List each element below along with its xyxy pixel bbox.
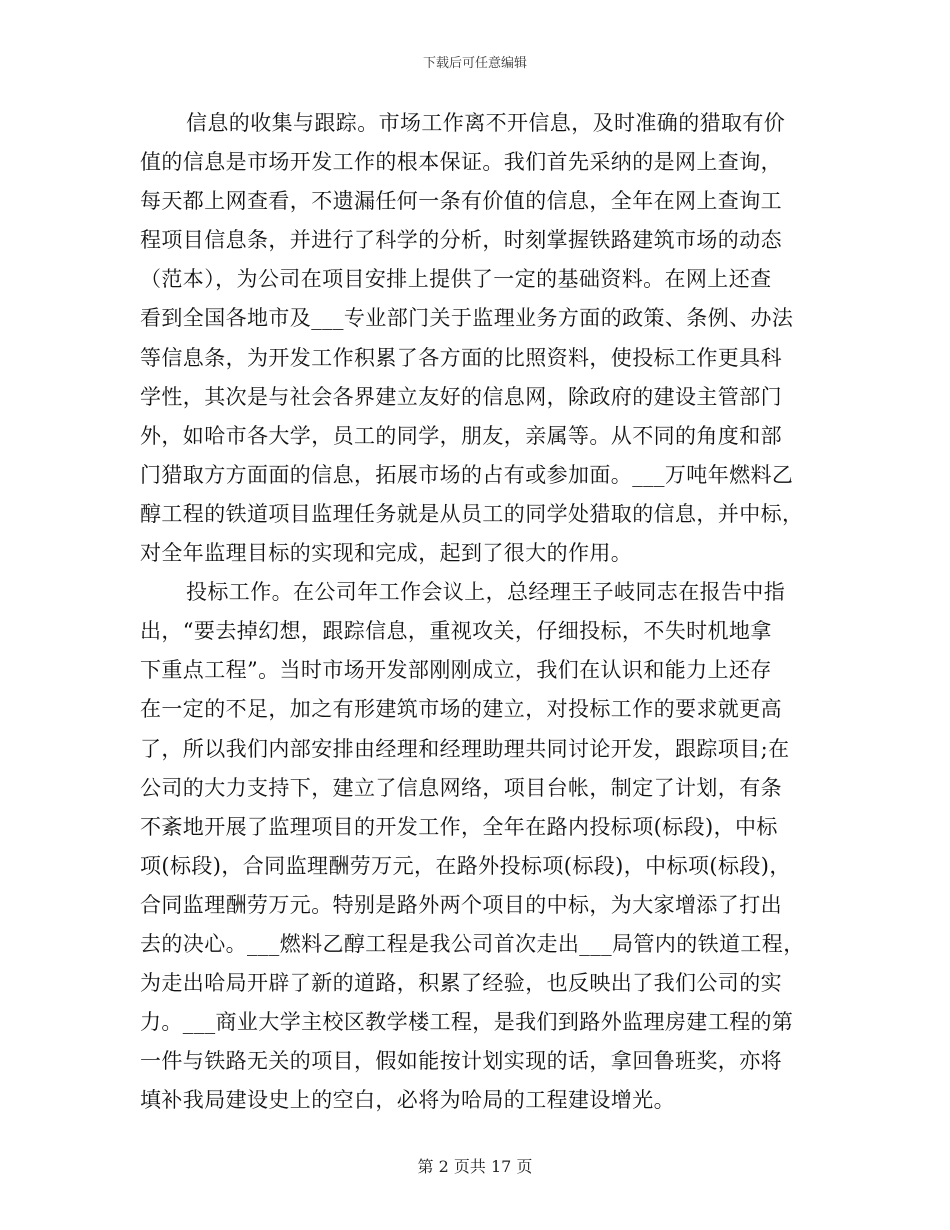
- text-line: 填补我局建设史上的空白，必将为哈局的工程建设增光。: [140, 1088, 675, 1113]
- paragraph-bidding-work: [140, 573, 810, 1120]
- text-line: 下重点工程”。当时市场开发部刚刚成立，我们在认识和能力上还存: [140, 658, 772, 683]
- text-line: 为走出哈局开辟了新的道路，积累了经验，也反映出了我们公司的实: [140, 971, 782, 996]
- text-line: 不紊地开展了监理项目的开发工作，全年在路内投标项(标段)，中标: [140, 814, 778, 839]
- text-line: 学性，其次是与社会各界建立友好的信息网，除政府的建设主管部门: [140, 384, 782, 409]
- text-line: 对全年监理目标的实现和完成，起到了很大的作用。: [140, 541, 633, 566]
- text-line: 合同监理酬劳万元。特别是路外两个项目的中标，为大家增添了打出: [140, 892, 782, 917]
- text-line: 投标工作。在公司年工作会议上，总经理王子岐同志在报告中指: [186, 580, 786, 605]
- text-line: 一件与铁路无关的项目，假如能按计划实现的话，拿回鲁班奖，亦将: [140, 1049, 782, 1074]
- text-line: 去的决心。___燃料乙醇工程是我公司首次走出___局管内的铁道工程，: [140, 931, 805, 956]
- paragraph-info-collection: [140, 104, 810, 573]
- text-line: 了，所以我们内部安排由经理和经理助理共同讨论开发，跟踪项目;在: [140, 736, 790, 761]
- text-line: 每天都上网查看，不遗漏任何一条有价值的信息，全年在网上查询工: [140, 189, 782, 214]
- text-line: 在一定的不足，加之有形建筑市场的建立，对投标工作的要求就更高: [140, 697, 782, 722]
- page-number: 第 2 页共 17 页: [417, 1157, 533, 1176]
- text-line: 等信息条，为开发工作积累了各方面的比照资料，使投标工作更具科: [140, 345, 782, 370]
- text-line: 值的信息是市场开发工作的根本保证。我们首先采纳的是网上查询，: [140, 150, 782, 175]
- text-line: （范本），为公司在项目安排上提供了一定的基础资料。在网上还查: [140, 267, 772, 292]
- page-header-note: 下载后可任意编辑: [422, 56, 527, 71]
- text-line: 项(标段)，合同监理酬劳万元，在路外投标项(标段)，中标项(标段)，: [140, 853, 791, 878]
- text-line: 外，如哈市各大学，员工的同学，朋友，亲属等。从不同的角度和部: [140, 423, 782, 448]
- text-line: 公司的大力支持下，建立了信息网络，项目台帐，制定了计划，有条: [140, 775, 782, 800]
- document-body: [140, 104, 810, 1120]
- text-line: 看到全国各地市及___专业部门关于监理业务方面的政策、条例、办法: [140, 306, 794, 331]
- text-line: 信息的收集与跟踪。市场工作离不开信息，及时准确的猎取有价: [186, 111, 786, 135]
- text-line: 程项目信息条，并进行了科学的分析，时刻掌握铁路建筑市场的动态: [140, 228, 782, 253]
- text-line: 出，“要去掉幻想，跟踪信息，重视攻关，仔细投标，不失时机地拿: [140, 619, 772, 644]
- text-line: 门猎取方方面面的信息，拓展市场的占有或参加面。___万吨年燃料乙: [140, 462, 794, 487]
- text-line: 醇工程的铁道项目监理任务就是从员工的同学处猎取的信息，并中标，: [140, 501, 804, 526]
- text-line: 力。___商业大学主校区教学楼工程，是我们到路外监理房建工程的第: [140, 1010, 794, 1035]
